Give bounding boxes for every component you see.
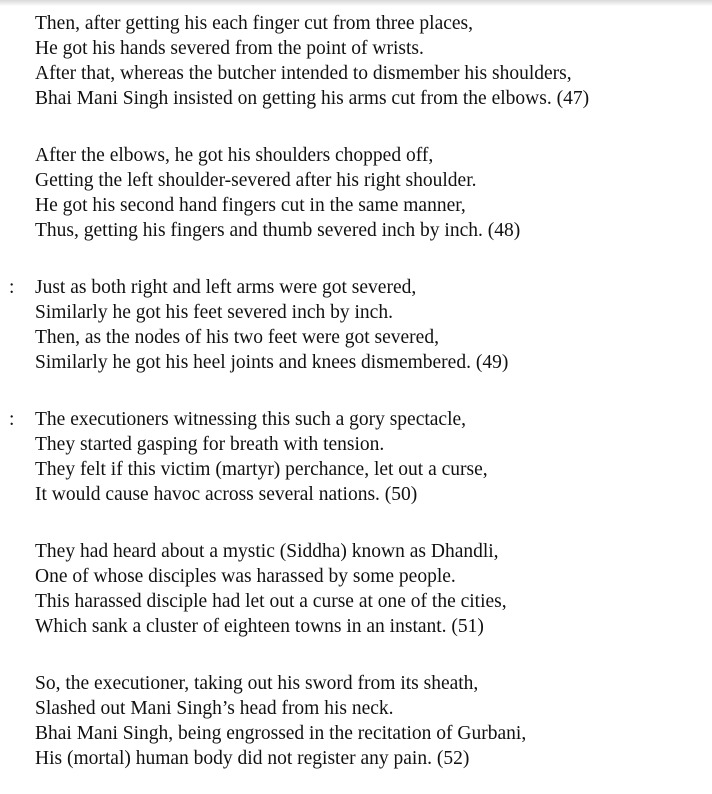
- verse-line: His (mortal) human body did not register any pain. (52): [35, 748, 470, 769]
- verse-line: Bhai Mani Singh insisted on getting his arms cut from the elbows. (47): [35, 88, 590, 109]
- verse-line: Just as both right and left arms were got severed,: [35, 277, 417, 298]
- verse-line: He got his second hand fingers cut in the same manner,: [35, 195, 466, 216]
- stanza-49: [9, 275, 705, 375]
- verse-line: They started gasping for breath with tension.: [35, 434, 385, 455]
- stanza-48: [35, 143, 705, 243]
- verse-line: Similarly he got his heel joints and knees dismembered. (49): [35, 352, 509, 373]
- verse-line: Slashed out Mani Singh’s head from his neck.: [35, 698, 394, 719]
- verse-line: This harassed disciple had let out a curse at one of the cities,: [35, 591, 507, 612]
- stanza-51: [35, 539, 705, 639]
- verse-line: After that, whereas the butcher intended to dismember his shoulders,: [35, 63, 572, 84]
- stanza-marker: :: [9, 277, 15, 298]
- verse-line: Similarly he got his feet severed inch by inch.: [35, 302, 393, 323]
- verse-line: Then, as the nodes of his two feet were got severed,: [35, 327, 439, 348]
- verse-line: Bhai Mani Singh, being engrossed in the recitation of Gurbani,: [35, 723, 527, 744]
- verse-line: After the elbows, he got his shoulders chopped off,: [35, 145, 434, 166]
- verse-line: Which sank a cluster of eighteen towns in an instant. (51): [35, 616, 484, 637]
- verse-line: He got his hands severed from the point of wrists.: [35, 38, 424, 59]
- stanza-50: [9, 407, 705, 507]
- verse-line: It would cause havoc across several nations. (50): [35, 484, 418, 505]
- verse-line: One of whose disciples was harassed by some people.: [35, 566, 456, 587]
- verse-line: Getting the left shoulder-severed after his right shoulder.: [35, 170, 477, 191]
- verse-line: The executioners witnessing this such a gory spectacle,: [35, 409, 467, 430]
- verse-line: They had heard about a mystic (Siddha) known as Dhandli,: [35, 541, 499, 562]
- verse-line: They felt if this victim (martyr) perchance, let out a curse,: [35, 459, 488, 480]
- stanza-47: [35, 11, 705, 111]
- verse-line: Then, after getting his each finger cut from three places,: [35, 13, 474, 34]
- verse-line: Thus, getting his fingers and thumb severed inch by inch. (48): [35, 220, 521, 241]
- stanza-52: [35, 671, 705, 771]
- verse-line: So, the executioner, taking out his sword from its sheath,: [35, 673, 479, 694]
- stanza-marker: :: [9, 409, 15, 430]
